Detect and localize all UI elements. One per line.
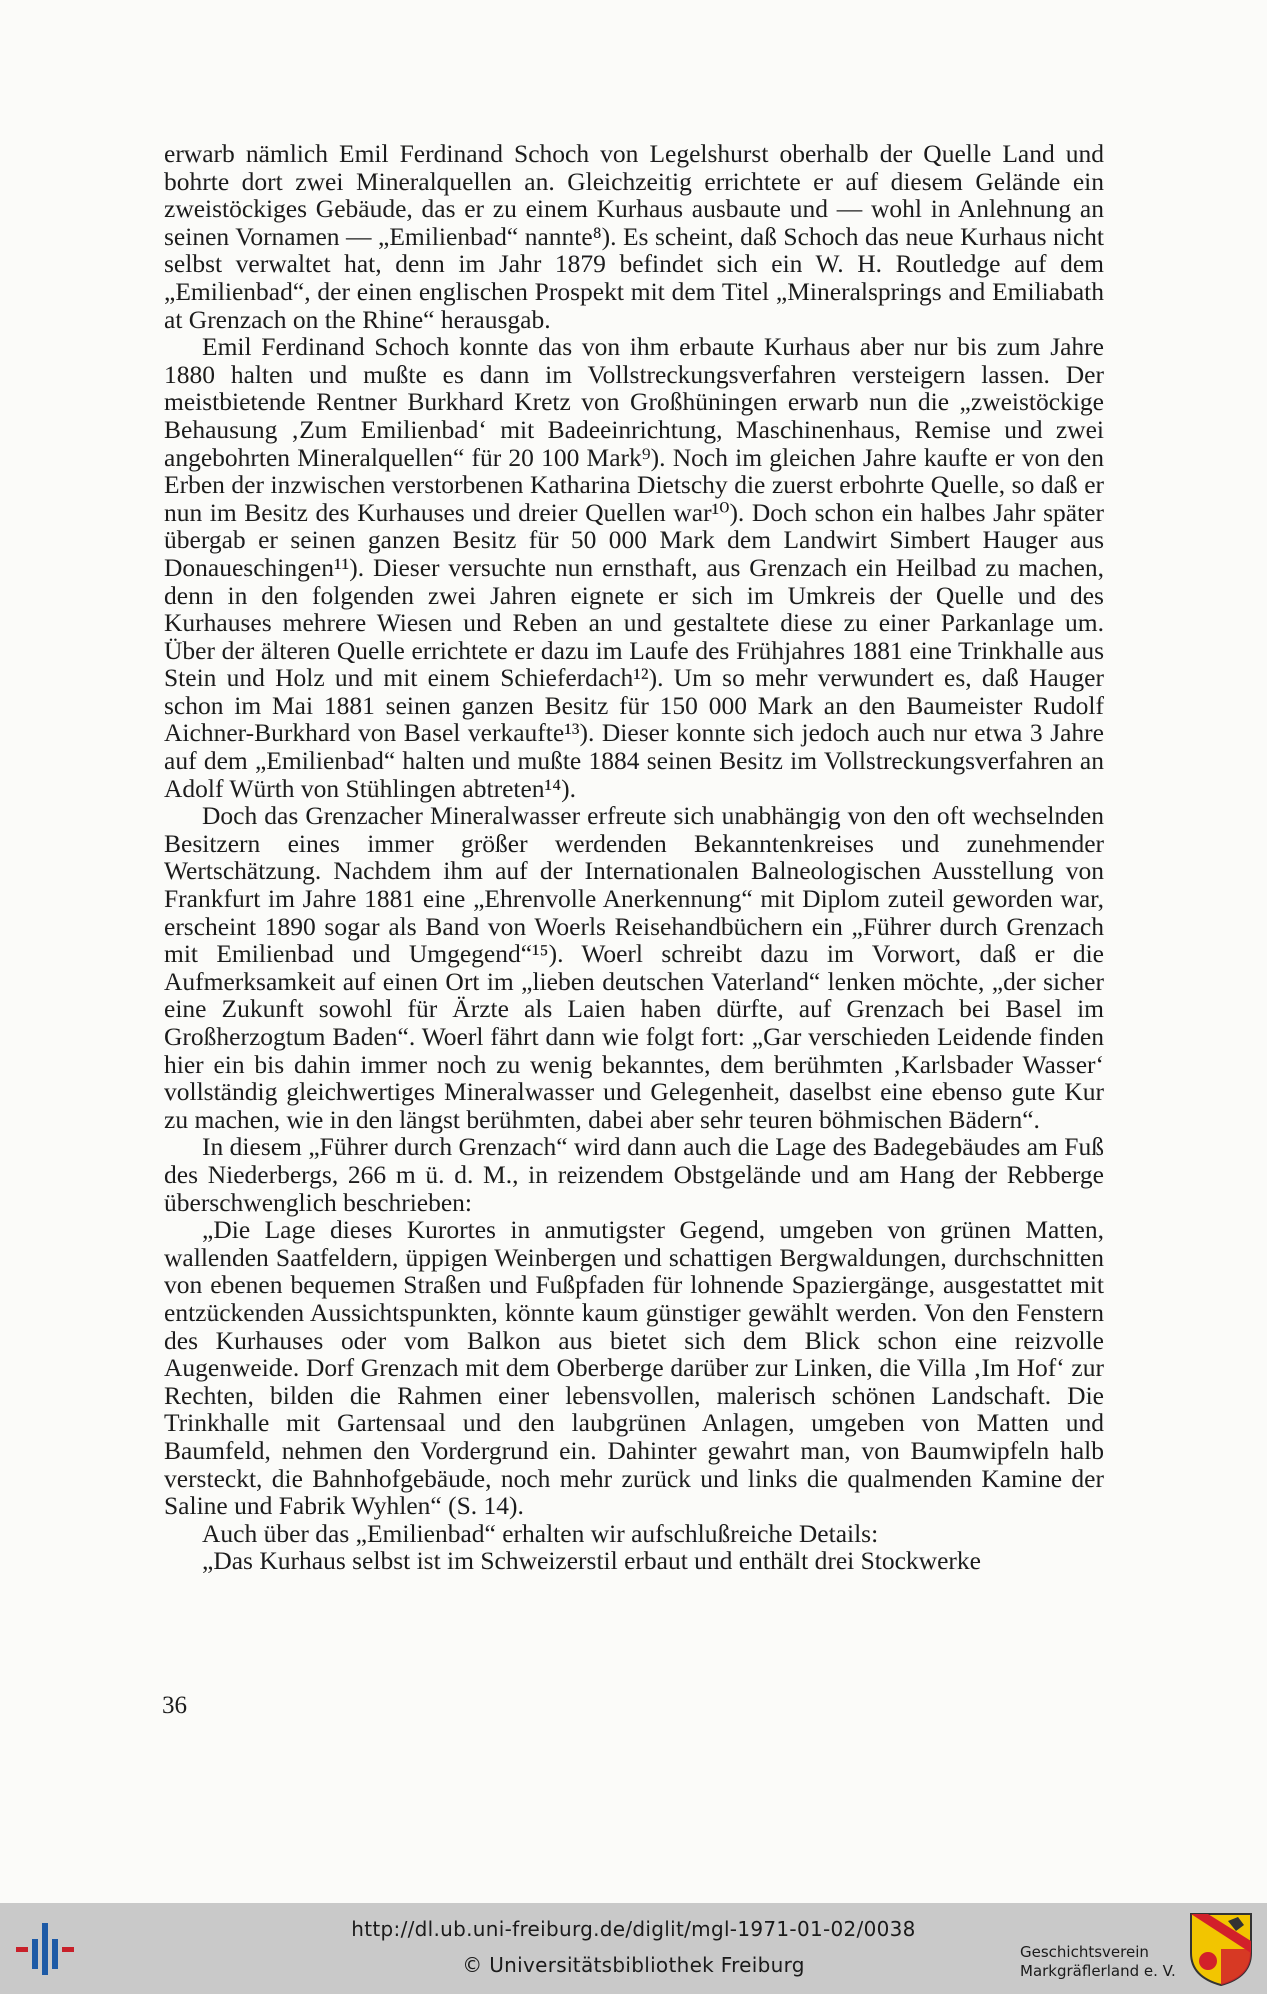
paragraph-6: Auch über das „Emilienbad“ erhalten wir aufschlußreiche Details:	[202, 1518, 879, 1548]
footer-bar	[0, 1903, 1267, 1994]
paragraph-5-quote: „Die Lage dieses Kurortes in anmutigster Gegend, umgeben von grünen Matten, wallenden Saatfeldern, üppigen Weinbergen und schattigen Bergwaldungen, durchschnitten von ebenen bequemen Straßen und Fußpfaden für lohnende Spaziergänge, ausgestattet mit entzückenden Aussichtspunkten, könnte kaum günstiger gewählt werden. Von den Fenstern des Kurhauses oder vom Balkon aus bietet sich dem Blick schon eine reizvolle Augenweide. Dorf Grenzach mit dem Oberberge darüber zur Linken, die Villa ‚Im Hof‘ zur Rechten, bilden die Rahmen einer lebensvollen, malerisch schönen Landschaft. Die Trinkhalle mit Gartensaal und den laubgrünen Anlagen, umgeben von Matten und Baumfeld, nehmen den Vordergrund ein. Dahinter gewahrt man, von Baumwipfeln halb versteckt, die Bahnhofgebäude, noch mehr zurück und links die qualmenden Kamine der Saline und Fabrik Wyhlen“ (S. 14).	[164, 1215, 1104, 1521]
society-line-2: Markgräflerland e. V.	[1020, 1962, 1176, 1980]
society-line-1: Geschichtsverein	[1020, 1943, 1149, 1961]
paragraph-4: In diesem „Führer durch Grenzach“ wird dann auch die Lage des Badegebäudes am Fuß des Niederbergs, 266 m ü. d. M., in reizendem Obstgelände und am Hang der Rebberge überschwenglich beschrieben:	[164, 1132, 1104, 1217]
body-text	[164, 140, 1104, 1575]
paragraph-7: „Das Kurhaus selbst ist im Schweizerstil erbaut und enthält drei Stockwerke	[202, 1546, 981, 1576]
source-url-link[interactable]: http://dl.ub.uni-freiburg.de/diglit/mgl-1971-01-02/0038	[351, 1917, 916, 1941]
copyright-text: © Universitätsbibliothek Freiburg	[462, 1953, 805, 1977]
paragraph-1: erwarb nämlich Emil Ferdinand Schoch von Legelshurst oberhalb der Quelle Land und bohrte dort zwei Mineralquellen an. Gleichzeitig errichtete er auf diesem Gelände ein zweistöckiges Gebäude, das er zu einem Kurhaus ausbaute und — wohl in Anlehnung an seinen Vornamen — „Emilienbad“ nannte⁸). Es scheint, daß Schoch das neue Kurhaus nicht selbst verwaltet hat, denn im Jahr 1879 befindet sich ein W. H. Routledge auf dem „Emilienbad“, der einen englischen Prospekt mit dem Titel „Mineralsprings and Emiliabath at Grenzach on the Rhine“ herausgab.	[164, 139, 1104, 334]
page-number: 36	[162, 1692, 187, 1719]
society-name	[1020, 1943, 1180, 1981]
coat-of-arms-icon[interactable]	[1188, 1911, 1254, 1987]
paragraph-2: Emil Ferdinand Schoch konnte das von ihm erbaute Kurhaus aber nur bis zum Jahre 1880 halten und mußte es dann im Vollstreckungsverfahren versteigern lassen. Der meistbietende Rentner Burkhard Kretz von Großhüningen erwarb nun die „zweistöckige Behausung ‚Zum Emilienbad‘ mit Badeeinrichtung, Maschinenhaus, Remise und zwei angebohrten Mineralquellen“ für 20 100 Mark⁹). Noch im gleichen Jahre kaufte er von den Erben der inzwischen verstorbenen Katharina Dietschy die zuerst erbohrte Quelle, so daß er nun im Besitz des Kurhauses und dreier Quellen war¹⁰). Doch schon ein halbes Jahr später übergab er seinen ganzen Besitz für 50 000 Mark dem Landwirt Simbert Hauger aus Donaueschingen¹¹). Dieser versuchte nun ernsthaft, aus Grenzach ein Heilbad zu machen, denn in den folgenden zwei Jahren eignete er sich im Umkreis der Quelle und des Kurhauses mehrere Wiesen und Reben an und gestaltete diese zu einer Parkanlage um. Über der älteren Quelle errichtete er dazu im Laufe des Frühjahres 1881 eine Trinkhalle aus Stein und Holz und mit einem Schieferdach¹²). Um so mehr verwundert es, daß Hauger schon im Mai 1881 seinen ganzen Besitz für 150 000 Mark an den Baumeister Rudolf Aichner-Burkhard von Basel verkaufte¹³). Dieser konnte sich jedoch auch nur etwa 3 Jahre auf dem „Emilienbad“ halten und mußte 1884 seinen Besitz im Vollstreckungsverfahren an Adolf Würth von Stühlingen abtreten¹⁴).	[164, 332, 1104, 803]
paragraph-3: Doch das Grenzacher Mineralwasser erfreute sich unabhängig von den oft wechselnden Besitzern eines immer größer werdenden Bekanntenkreises und zunehmender Wertschätzung. Nachdem ihm auf der Internationalen Balneologischen Ausstellung von Frankfurt im Jahre 1881 eine „Ehrenvolle Anerkennung“ mit Diplom zuteil geworden war, erscheint 1890 sogar als Band von Woerls Reisehandbüchern ein „Führer durch Grenzach mit Emilienbad und Umgegend“¹⁵). Woerl schreibt dazu im Vorwort, daß er die Aufmerksamkeit auf einen Ort im „lieben deutschen Vaterland“ lenken möchte, „der sicher eine Zukunft sowohl für Ärzte als Laien haben dürfte, auf Grenzach bei Basel im Großherzogtum Baden“. Woerl fährt dann wie folgt fort: „Gar verschieden Leidende finden hier ein bis dahin immer noch zu wenig bekanntes, dem berühmten ‚Karlsbader Wasser‘ vollständig gleichwertiges Mineralwasser und Gelegenheit, daselbst eine ebenso gute Kur zu machen, wie in den längst berühmten, dabei aber sehr teuren böhmischen Bädern“.	[164, 801, 1104, 1134]
